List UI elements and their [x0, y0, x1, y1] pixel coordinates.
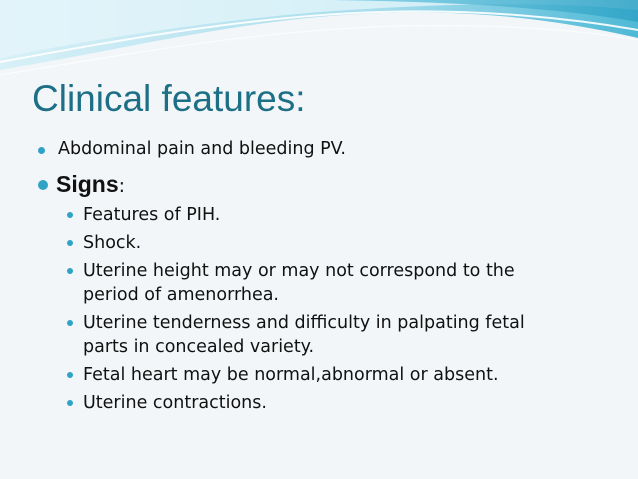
sign-text: Uterine height may or may not correspond to the — [83, 261, 515, 281]
sign-text-continued: parts in concealed variety. — [83, 337, 315, 357]
bullet-text: Abdominal pain and bleeding PV. — [58, 139, 346, 159]
slide-title: Clinical features: — [32, 78, 306, 119]
sign-text: Uterine contractions. — [83, 393, 267, 413]
sign-text: Uterine tenderness and difficulty in palpating fetal — [83, 313, 525, 333]
bullet-icon — [67, 240, 73, 246]
decorative-wave-banner — [0, 0, 638, 90]
sign-text-continued: period of amenorrhea. — [83, 285, 279, 305]
bullet-icon — [67, 320, 73, 326]
bullet-icon — [67, 372, 73, 378]
signs-colon: : — [118, 175, 126, 197]
bullet-icon — [67, 212, 73, 218]
bullet-icon — [38, 180, 48, 190]
bullet-icon — [67, 400, 73, 406]
sign-text: Shock. — [83, 233, 142, 253]
sign-text: Features of PIH. — [83, 205, 221, 225]
bullet-icon — [67, 268, 73, 274]
signs-heading — [56, 171, 125, 198]
sign-text: Fetal heart may be normal,abnormal or absent. — [83, 365, 499, 385]
signs-label: Signs — [56, 171, 119, 197]
bullet-icon — [38, 147, 45, 154]
